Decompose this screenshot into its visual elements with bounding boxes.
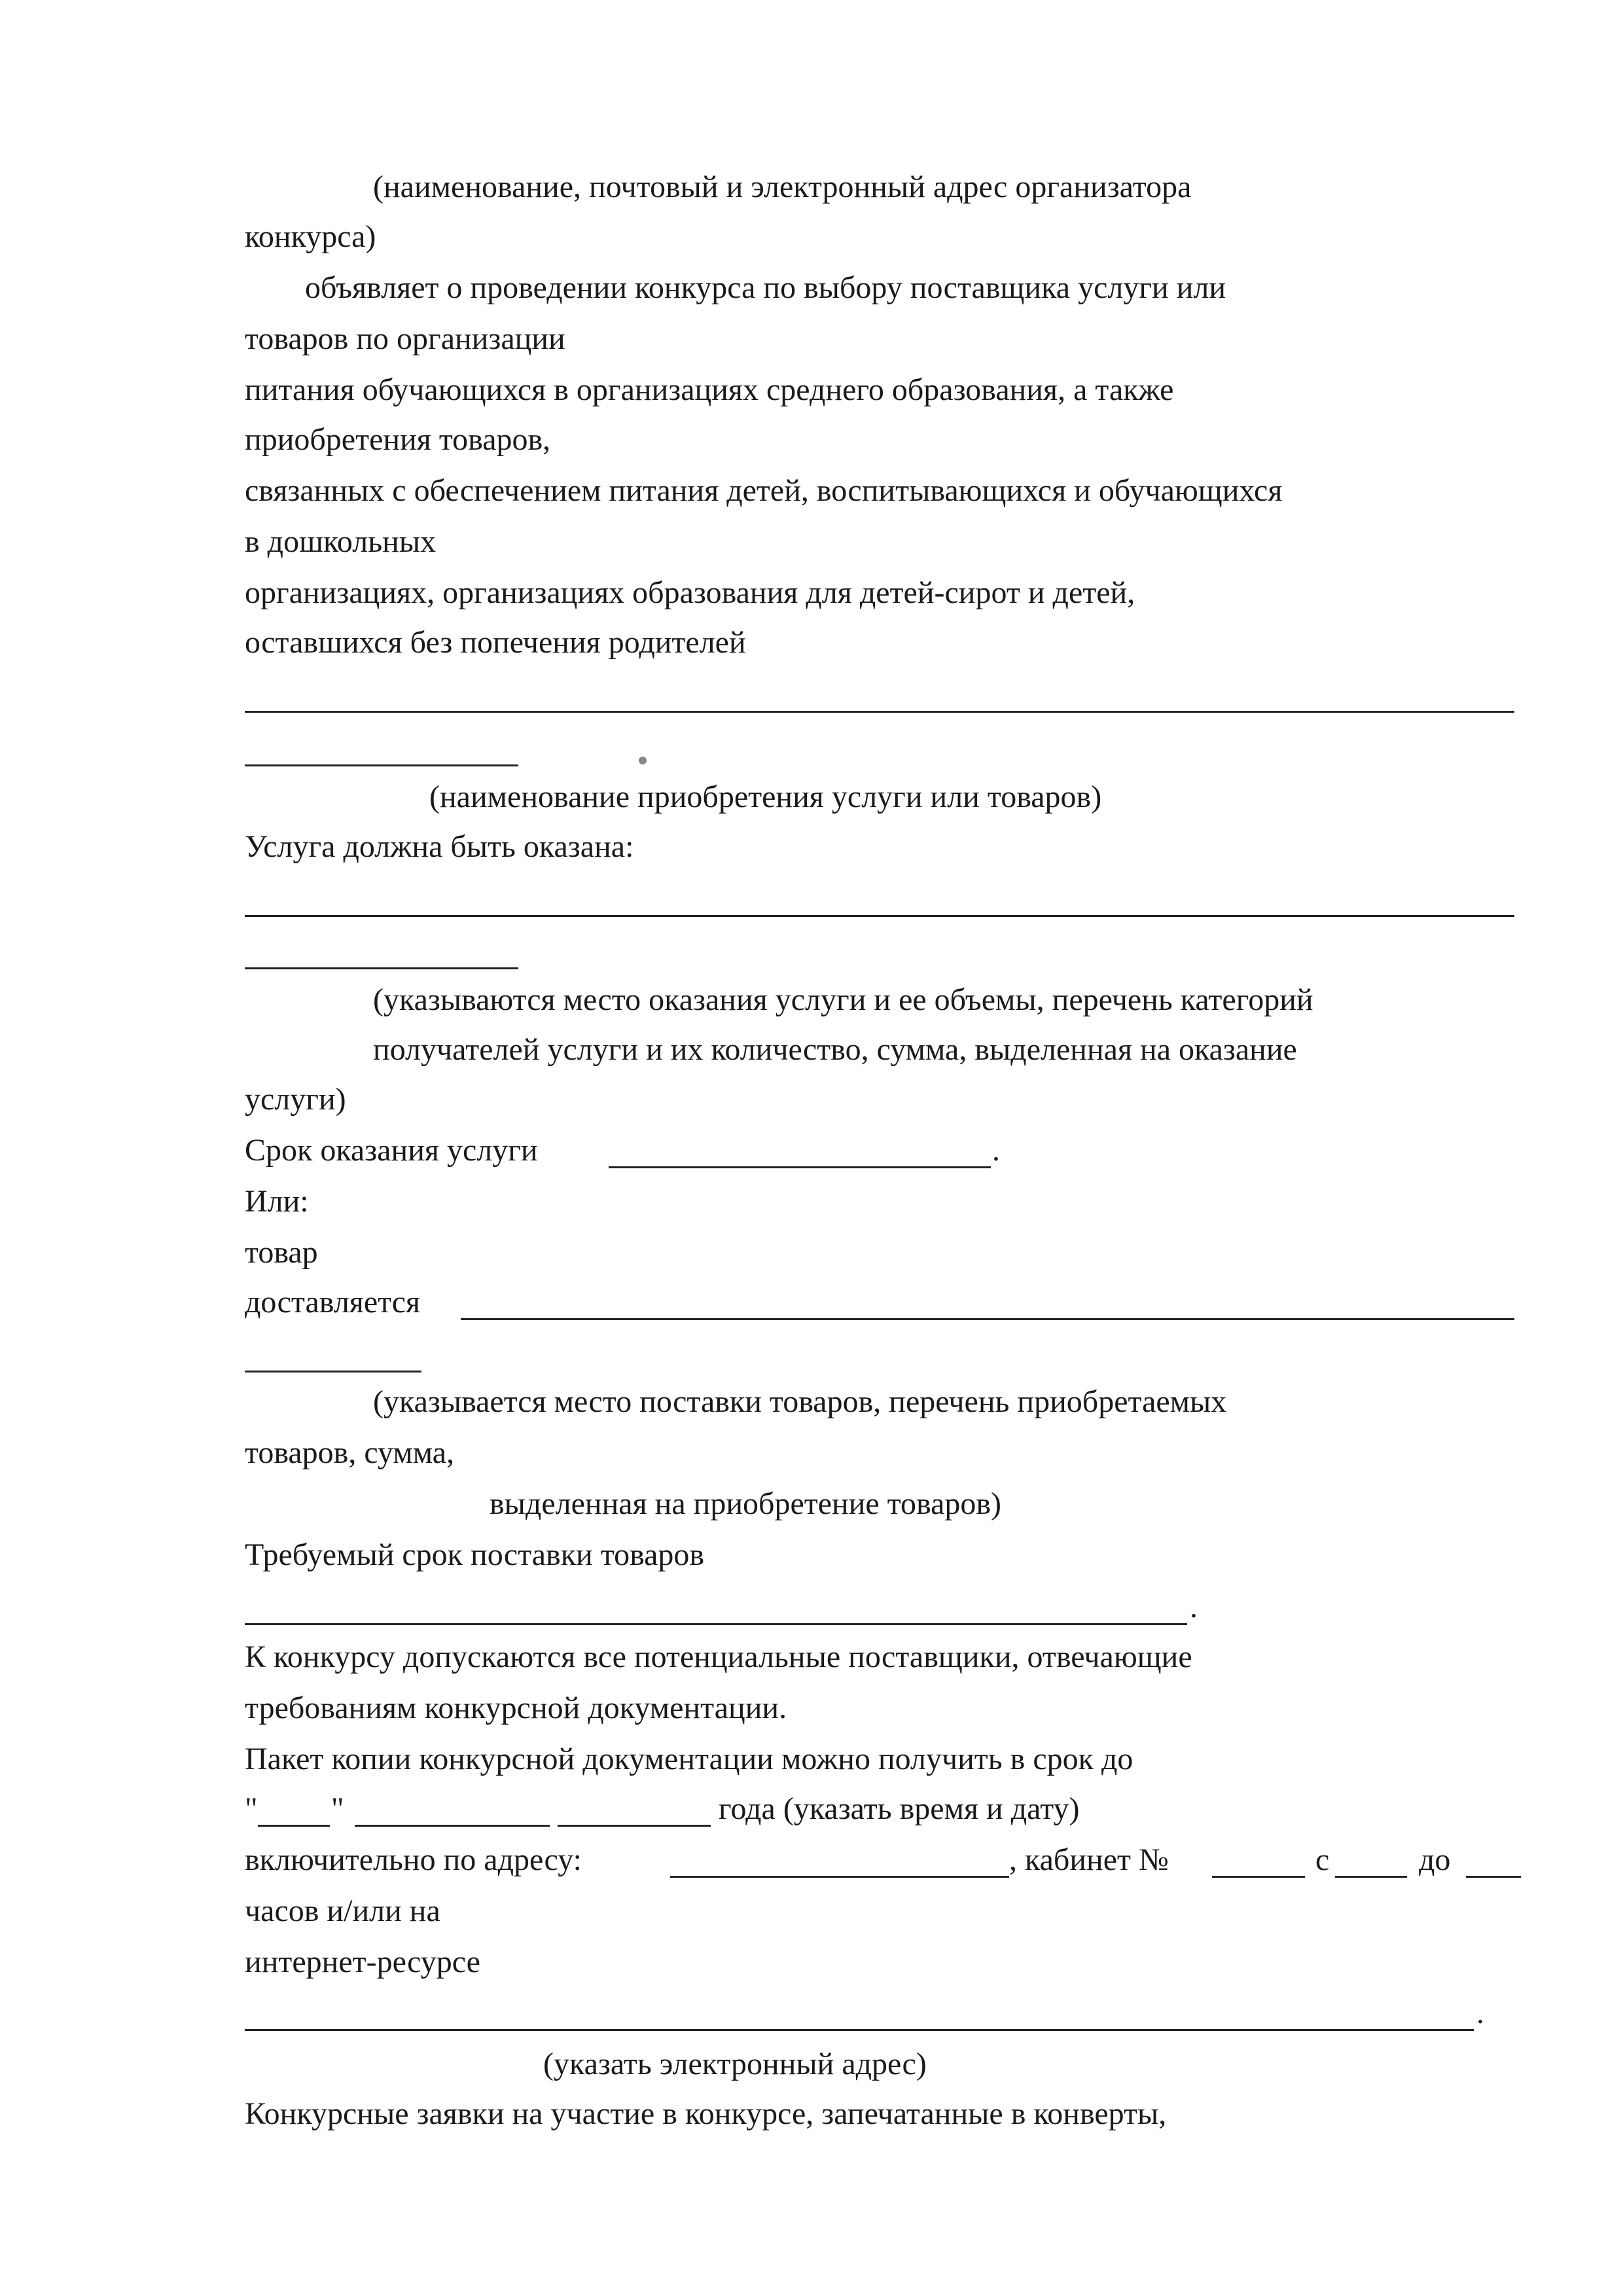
date-day-blank bbox=[258, 1825, 330, 1827]
date-month-blank bbox=[355, 1825, 550, 1827]
package-intro: Пакет копии конкурсной документации можно получить в срок до bbox=[245, 1742, 1133, 1776]
to-label: до bbox=[1419, 1842, 1451, 1877]
date-quote-close: " bbox=[331, 1791, 344, 1826]
purchase-caption: (наименование приобретения услуги или товаров) bbox=[429, 780, 1102, 814]
scan-speck bbox=[639, 757, 647, 764]
date-suffix: года (указать время и дату) bbox=[719, 1791, 1080, 1826]
organizer-caption-line-2: конкурса) bbox=[245, 219, 376, 254]
goods-caption-line-2: товаров, сумма, bbox=[245, 1435, 455, 1470]
cabinet-label: , кабинет № bbox=[1009, 1842, 1169, 1877]
announcement-line-2: товаров по организации bbox=[245, 321, 565, 356]
announcement-line-1: объявляет о проведении конкурса по выбору поставщика услуги или bbox=[305, 270, 1226, 305]
from-blank bbox=[1335, 1876, 1407, 1878]
from-label: с bbox=[1315, 1842, 1330, 1877]
organizer-caption-line-1: (наименование, почтовый и электронный адрес организатора bbox=[373, 170, 1192, 204]
blank-line-purchase-2 bbox=[245, 764, 518, 766]
or-label: Или: bbox=[245, 1184, 309, 1219]
announcement-line-8: оставшихся без попечения родителей bbox=[245, 625, 746, 660]
internet-period: . bbox=[1476, 1996, 1484, 2030]
service-caption-line-2: получателей услуги и их количество, сумма, выделенная на оказание bbox=[373, 1032, 1297, 1067]
address-blank bbox=[670, 1876, 1009, 1878]
admission-line-1: К конкурсу допускаются все потенциальные поставщики, отвечающие bbox=[245, 1640, 1192, 1674]
service-term-label: Срок оказания услуги bbox=[245, 1133, 538, 1168]
goods-term-label: Требуемый срок поставки товаров bbox=[245, 1537, 705, 1572]
service-intro: Услуга должна быть оказана: bbox=[245, 829, 634, 864]
announcement-line-7: организациях, организациях образования для детей-сирот и детей, bbox=[245, 575, 1135, 610]
announcement-line-6: в дошкольных bbox=[245, 524, 437, 559]
date-year-blank bbox=[558, 1825, 711, 1827]
admission-line-2: требованиям конкурсной документации. bbox=[245, 1691, 787, 1725]
announcement-line-3: питания обучающихся в организациях среднего образования, а также bbox=[245, 372, 1174, 407]
goods-caption-line-3: выделенная на приобретение товаров) bbox=[490, 1486, 1002, 1521]
blank-line-service-2 bbox=[245, 967, 518, 969]
to-blank bbox=[1466, 1876, 1521, 1878]
internet-label: интернет-ресурсе bbox=[245, 1945, 480, 1979]
applications-line: Конкурсные заявки на участие в конкурсе, запечатанные в конверты, bbox=[245, 2096, 1167, 2131]
delivered-blank-1 bbox=[461, 1318, 1514, 1320]
hours-label: часов и/или на bbox=[245, 1893, 440, 1928]
address-prefix: включительно по адресу: bbox=[245, 1842, 582, 1877]
announcement-line-5: связанных с обеспечением питания детей, воспитывающихся и обучающихся bbox=[245, 473, 1283, 508]
email-caption: (указать электронный адрес) bbox=[543, 2047, 927, 2081]
goods-term-blank bbox=[245, 1623, 1187, 1625]
announcement-line-4: приобретения товаров, bbox=[245, 422, 551, 457]
goods-term-period: . bbox=[1190, 1590, 1198, 1624]
internet-blank bbox=[245, 2029, 1474, 2031]
goods-caption-line-1: (указывается место поставки товаров, перечень приобретаемых bbox=[373, 1384, 1227, 1419]
service-caption-line-3: услуги) bbox=[245, 1082, 346, 1117]
service-term-blank bbox=[609, 1166, 991, 1168]
service-caption-line-1: (указываются место оказания услуги и ее объемы, перечень категорий bbox=[373, 982, 1313, 1017]
date-quote-open: " bbox=[245, 1791, 258, 1826]
blank-line-purchase-1 bbox=[245, 711, 1514, 713]
blank-line-service-1 bbox=[245, 915, 1514, 917]
delivered-blank-2 bbox=[245, 1371, 421, 1372]
cabinet-blank bbox=[1212, 1876, 1305, 1878]
service-term-period: . bbox=[992, 1133, 1000, 1168]
delivered-label: доставляется bbox=[245, 1285, 421, 1319]
goods-label: товар bbox=[245, 1235, 318, 1270]
